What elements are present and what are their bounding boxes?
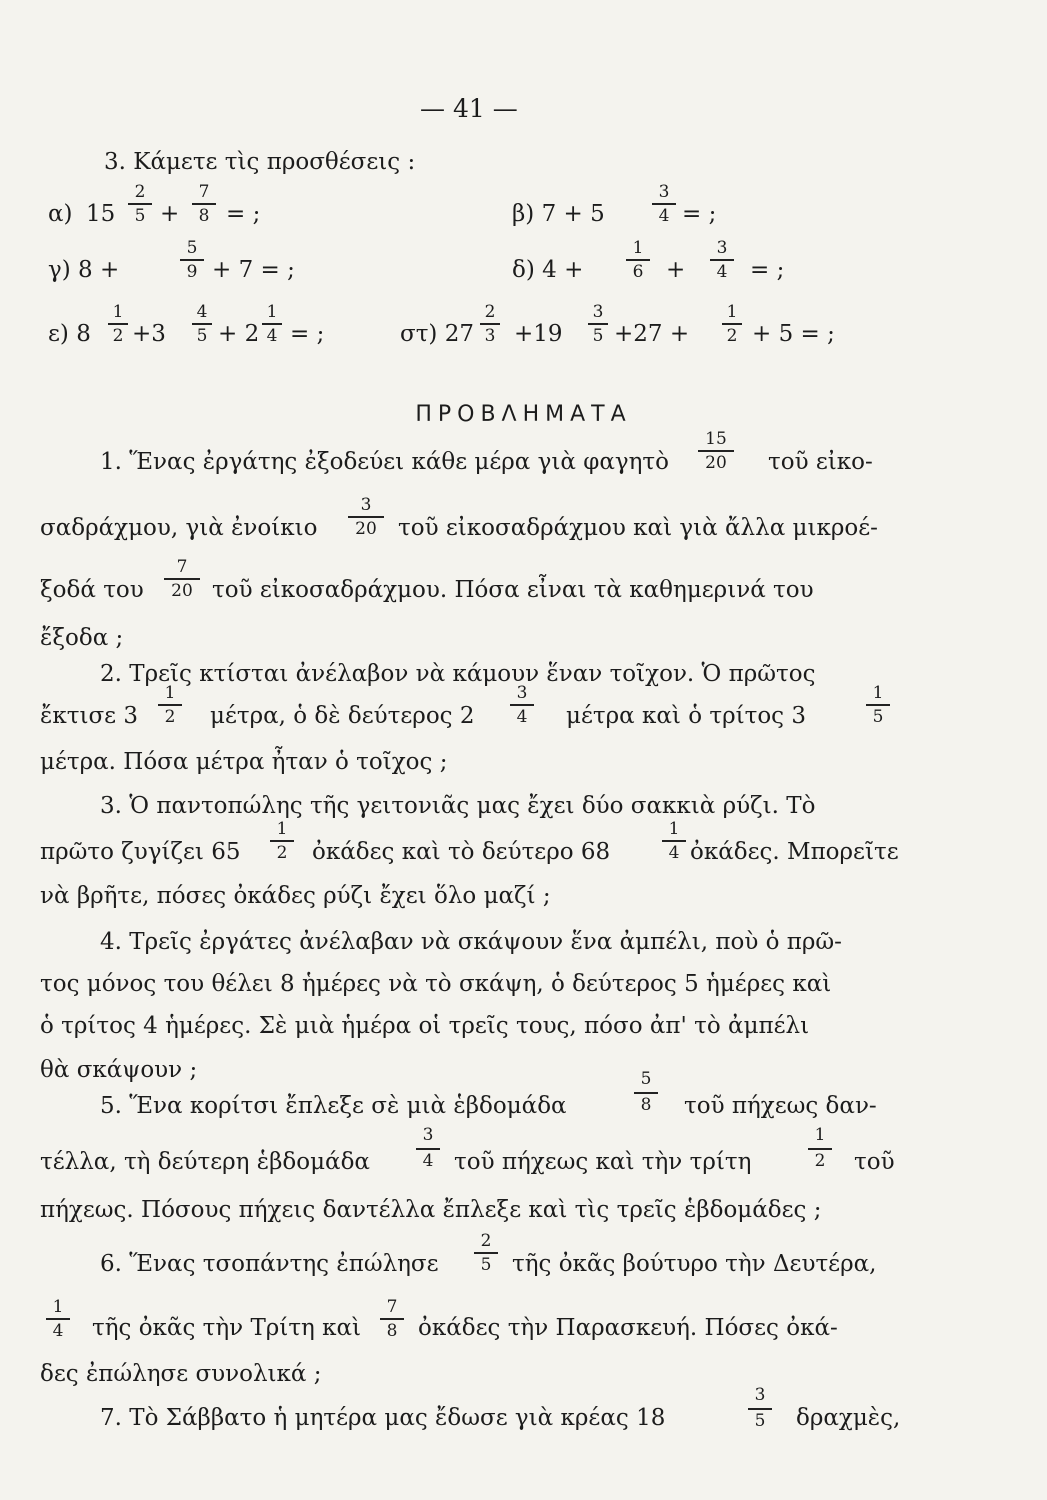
- fraction-denominator: 4: [422, 1151, 434, 1171]
- fraction-numerator: 7: [198, 182, 210, 202]
- fraction-bar: [698, 450, 734, 452]
- problem-4-line-2: τος μόνος του θέλει 8 ἡμέρες νὰ τὸ σκάψη, ὁ δεύτερος 5 ἡμέρες καὶ: [40, 971, 832, 997]
- fraction-denominator: 20: [171, 581, 193, 601]
- fraction-bar: [722, 323, 742, 325]
- fraction-numerator: 2: [484, 302, 496, 322]
- fraction-numerator: 3: [716, 238, 728, 258]
- fraction-denominator: 4: [716, 262, 728, 282]
- fraction-denominator: 2: [112, 326, 124, 346]
- problem-1-line-2: σαδράχμου, γιὰ ἐνοίκιο: [40, 515, 318, 541]
- problem-1-line-4: ἔξοδα ;: [40, 625, 124, 651]
- fraction-denominator: 5: [872, 707, 884, 727]
- fraction-numerator: 7: [176, 557, 188, 577]
- fraction-denominator: 5: [480, 1255, 492, 1275]
- exercise-st-mid2: +27 +: [614, 321, 690, 347]
- plus-sign: +: [160, 201, 180, 227]
- exercise-title: 3. Κάμετε τὶς προσθέσεις :: [104, 149, 416, 175]
- equals-sign: = ;: [750, 257, 785, 283]
- problem-1-line-2-end: τοῦ εἰκοσαδράχμου καὶ γιὰ ἄλλα μικροέ-: [398, 515, 878, 541]
- problem-6-line-1-end: τῆς ὀκᾶς βούτυρο τὴν Δευτέρα,: [512, 1251, 877, 1277]
- fraction-bar: [108, 323, 128, 325]
- problem-1-line-1-end: τοῦ εἰκο-: [768, 449, 873, 475]
- fraction-denominator: 4: [516, 707, 528, 727]
- fraction-numerator: 3: [360, 495, 372, 515]
- fraction-numerator: 2: [134, 182, 146, 202]
- fraction-numerator: 3: [754, 1385, 766, 1405]
- problem-5-line-2: τέλλα, τὴ δεύτερη ἑβδομάδα: [40, 1149, 370, 1175]
- problem-6-line-2-end: ὀκάδες τὴν Παρασκευή. Πόσες ὀκά-: [418, 1315, 838, 1341]
- fraction-numerator: 3: [592, 302, 604, 322]
- problem-5-line-2-mid: τοῦ πήχεως καὶ τὴν τρίτη: [454, 1149, 752, 1175]
- fraction-numerator: 1: [668, 819, 680, 839]
- fraction-denominator: 20: [355, 519, 377, 539]
- problem-3-line-1: 3. Ὁ παντοπώλης τῆς γειτονιᾶς μας ἔχει δύο σακκιὰ ρύζι. Τὸ: [100, 793, 816, 819]
- fraction-denominator: 8: [640, 1095, 652, 1115]
- fraction-numerator: 1: [814, 1125, 826, 1145]
- exercise-g-text: γ) 8 +: [48, 257, 120, 283]
- fraction-denominator: 2: [726, 326, 738, 346]
- problem-7-line-1-end: δραχμὲς,: [796, 1405, 901, 1431]
- fraction-bar: [588, 323, 608, 325]
- problem-4-line-4: θὰ σκάψουν ;: [40, 1057, 198, 1083]
- fraction-bar: [634, 1092, 658, 1094]
- problem-1-line-1: 1. Ἕνας ἐργάτης ἐξοδεύει κάθε μέρα γιὰ φαγητὸ: [100, 449, 669, 475]
- problem-1-line-3-end: τοῦ εἰκοσαδράχμου. Πόσα εἶναι τὰ καθημερινά του: [212, 577, 814, 603]
- fraction-denominator: 2: [814, 1151, 826, 1171]
- fraction-denominator: 9: [186, 262, 198, 282]
- fraction-bar: [270, 840, 294, 842]
- fraction-numerator: 5: [640, 1069, 652, 1089]
- exercise-e-mid: +3: [132, 321, 166, 347]
- problem-5-line-1-end: τοῦ πήχεως δαν-: [684, 1093, 877, 1119]
- fraction-denominator: 5: [592, 326, 604, 346]
- page-number: — 41 —: [420, 94, 518, 123]
- fraction-denominator: 5: [196, 326, 208, 346]
- exercise-d-text: δ) 4 +: [512, 257, 584, 283]
- plus-sign: +: [666, 257, 686, 283]
- fraction-denominator: 5: [754, 1411, 766, 1431]
- fraction-bar: [474, 1252, 498, 1254]
- fraction-numerator: 5: [186, 238, 198, 258]
- exercise-e-text: ε) 8: [48, 321, 91, 347]
- equals-sign: = ;: [682, 201, 717, 227]
- fraction-numerator: 1: [726, 302, 738, 322]
- fraction-denominator: 4: [52, 1321, 64, 1341]
- fraction-numerator: 4: [196, 302, 208, 322]
- section-heading: ΠΡΟΒΛΗΜΑΤΑ: [415, 402, 632, 427]
- fraction-bar: [262, 323, 282, 325]
- fraction-bar: [192, 203, 216, 205]
- problem-5-line-1: 5. Ἕνα κορίτσι ἔπλεξε σὲ μιὰ ἑβδομάδα: [100, 1093, 567, 1119]
- problem-2-line-1: 2. Τρεῖς κτίσται ἀνέλαβον νὰ κάμουν ἕναν τοῖχον. Ὁ πρῶτος: [100, 661, 816, 687]
- equals-sign: = ;: [226, 201, 261, 227]
- problem-2-line-2-end: μέτρα καὶ ὁ τρίτος 3: [566, 703, 807, 729]
- fraction-bar: [652, 203, 676, 205]
- fraction-bar: [808, 1148, 832, 1150]
- fraction-bar: [348, 516, 384, 518]
- fraction-bar: [510, 704, 534, 706]
- problem-6-line-2: τῆς ὀκᾶς τὴν Τρίτη καὶ: [92, 1315, 362, 1341]
- exercise-st-text: στ) 27: [400, 321, 474, 347]
- fraction-bar: [748, 1408, 772, 1410]
- fraction-bar: [192, 323, 212, 325]
- equals-sign: + 5 = ;: [752, 321, 835, 347]
- fraction-numerator: 1: [872, 683, 884, 703]
- fraction-denominator: 5: [134, 206, 146, 226]
- fraction-bar: [480, 323, 500, 325]
- problem-2-line-3: μέτρα. Πόσα μέτρα ἦταν ὁ τοῖχος ;: [40, 749, 448, 775]
- fraction-bar: [128, 203, 152, 205]
- fraction-numerator: 1: [266, 302, 278, 322]
- fraction-denominator: 2: [164, 707, 176, 727]
- exercise-e-mid2: + 2: [218, 321, 260, 347]
- exercise-st-mid: +19: [514, 321, 563, 347]
- fraction-numerator: 1: [276, 819, 288, 839]
- problem-3-line-2-end: ὀκάδες. Μπορεῖτε: [690, 839, 899, 865]
- fraction-numerator: 7: [386, 1297, 398, 1317]
- fraction-numerator: 3: [658, 182, 670, 202]
- problem-6-line-1: 6. Ἕνας τσοπάντης ἐπώλησε: [100, 1251, 439, 1277]
- fraction-denominator: 3: [484, 326, 496, 346]
- problem-5-line-3: πήχεως. Πόσους πήχεις δαντέλλα ἔπλεξε καὶ τὶς τρεῖς ἑβδομάδες ;: [40, 1197, 822, 1223]
- fraction-denominator: 4: [658, 206, 670, 226]
- equals-sign: = ;: [290, 321, 325, 347]
- problem-1-line-3: ξοδά του: [40, 577, 144, 603]
- fraction-bar: [866, 704, 890, 706]
- problem-7-line-1: 7. Τὸ Σάββατο ἡ μητέρα μας ἔδωσε γιὰ κρέας 18: [100, 1405, 666, 1431]
- exercise-g-end: + 7 = ;: [212, 257, 295, 283]
- problem-3-line-2-mid: ὀκάδες καὶ τὸ δεύτερο 68: [312, 839, 611, 865]
- fraction-bar: [626, 259, 650, 261]
- fraction-denominator: 8: [198, 206, 210, 226]
- fraction-bar: [710, 259, 734, 261]
- problem-6-line-3: δες ἐπώλησε συνολικά ;: [40, 1361, 322, 1387]
- fraction-numerator: 1: [52, 1297, 64, 1317]
- fraction-bar: [416, 1148, 440, 1150]
- fraction-bar: [164, 578, 200, 580]
- problem-5-line-2-end: τοῦ: [854, 1149, 895, 1175]
- exercise-a-whole: 15: [86, 201, 116, 227]
- fraction-denominator: 8: [386, 1321, 398, 1341]
- fraction-denominator: 2: [276, 843, 288, 863]
- fraction-bar: [158, 704, 182, 706]
- problem-4-line-1: 4. Τρεῖς ἐργάτες ἀνέλαβαν νὰ σκάψουν ἕνα ἀμπέλι, ποὺ ὁ πρῶ-: [100, 929, 842, 955]
- fraction-bar: [662, 840, 686, 842]
- fraction-denominator: 20: [705, 453, 727, 473]
- fraction-bar: [380, 1318, 404, 1320]
- problem-3-line-2: πρῶτο ζυγίζει 65: [40, 839, 241, 865]
- fraction-numerator: 1: [632, 238, 644, 258]
- problem-2-line-2-mid: μέτρα, ὁ δὲ δεύτερος 2: [210, 703, 475, 729]
- fraction-numerator: 2: [480, 1231, 492, 1251]
- fraction-numerator: 1: [164, 683, 176, 703]
- fraction-numerator: 3: [516, 683, 528, 703]
- fraction-denominator: 4: [668, 843, 680, 863]
- exercise-b-text: β) 7 + 5: [512, 201, 605, 227]
- problem-4-line-3: ὁ τρίτος 4 ἡμέρες. Σὲ μιὰ ἡμέρα οἱ τρεῖς τους, πόσο ἀπ' τὸ ἀμπέλι: [40, 1013, 810, 1039]
- fraction-denominator: 6: [632, 262, 644, 282]
- fraction-bar: [46, 1318, 70, 1320]
- exercise-a-label: α): [48, 201, 73, 227]
- fraction-numerator: 3: [422, 1125, 434, 1145]
- problem-2-line-2: ἔκτισε 3: [40, 703, 139, 729]
- problem-3-line-3: νὰ βρῆτε, πόσες ὀκάδες ρύζι ἔχει ὅλο μαζί ;: [40, 883, 551, 909]
- fraction-denominator: 4: [266, 326, 278, 346]
- fraction-bar: [180, 259, 204, 261]
- fraction-numerator: 1: [112, 302, 124, 322]
- fraction-numerator: 15: [705, 429, 727, 449]
